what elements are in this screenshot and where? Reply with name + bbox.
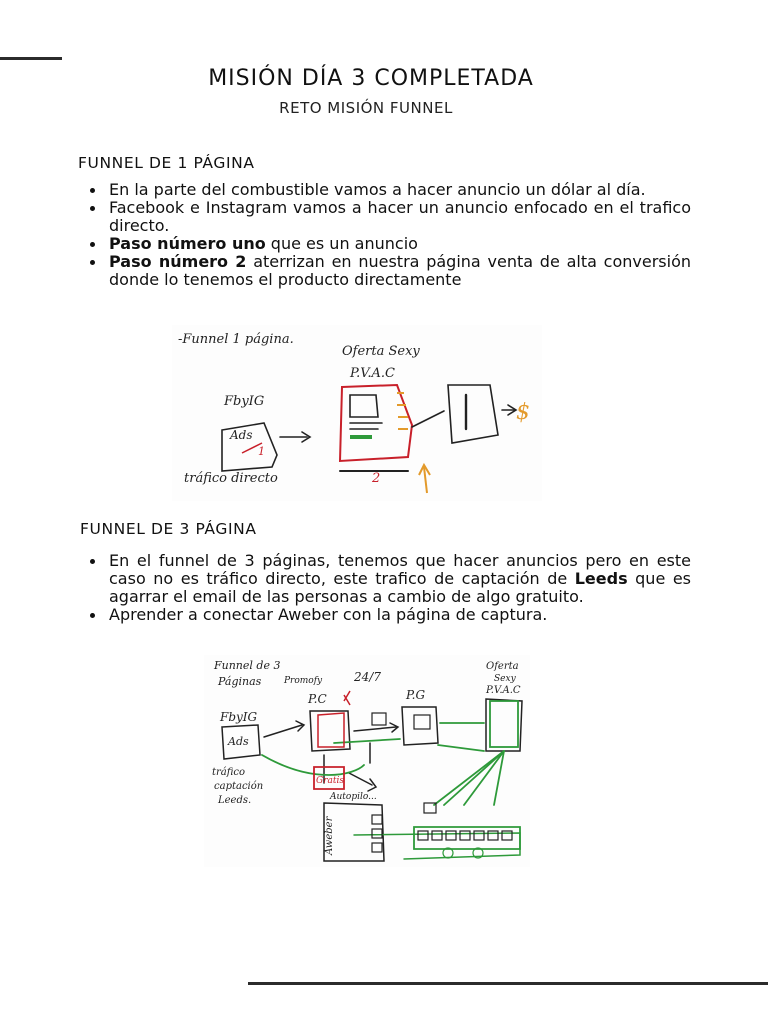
sketch-label-247: 24/7: [354, 670, 381, 684]
sketch-label-funnel: -Funnel 1 página.: [178, 332, 294, 347]
sketch-label-one: 1: [258, 445, 265, 458]
sketch-label-oferta: Oferta: [486, 661, 519, 672]
sketch-label-pg: P.G: [406, 688, 426, 702]
sketch-label-ads: Ads: [228, 735, 249, 748]
section-2-bullet-list: [0, 552, 691, 624]
sketch-label-two: 2: [372, 471, 381, 486]
list-item: Aprender a conectar Aweber con la página de captura.: [0, 606, 691, 624]
sketch-label-fbig: FbyIG: [224, 394, 265, 409]
sketch-label-pvac: P.V.A.C: [350, 366, 395, 381]
sketch-label-autopilot: Autopilo...: [330, 792, 377, 802]
sketch-label-trafico: tráfico directo: [184, 471, 278, 486]
sketch-label-dollar: $: [516, 400, 530, 425]
page-subtitle: RETO MISIÓN FUNNEL: [279, 99, 453, 117]
section-heading-funnel-1: FUNNEL DE 1 PÁGINA: [78, 154, 255, 172]
sketch-label-ads: Ads: [230, 428, 253, 442]
sketch-label-oferta: Oferta Sexy: [342, 344, 420, 359]
list-item: En la parte del combustible vamos a hacer anuncio un dólar al día.: [0, 181, 691, 199]
sketch-label-aweber: Aweber: [324, 816, 335, 855]
funnel-3-page-sketch: [204, 655, 530, 867]
sketch-label-promofy: Promofy: [284, 676, 323, 686]
sketch-label-gratis: Gratis: [316, 776, 344, 786]
bottom-rule: [248, 982, 768, 985]
list-item: Paso número 2 aterrizan en nuestra página venta de alta conversión donde lo tenemos el producto directamente: [0, 253, 691, 289]
sketch-label-captacion: captación: [214, 781, 264, 792]
sketch-label-fbig: FbyIG: [220, 710, 258, 724]
top-rule: [0, 57, 62, 60]
page-title: MISIÓN DÍA 3 COMPLETADA: [208, 66, 534, 91]
list-item: En el funnel de 3 páginas, tenemos que hacer anuncios pero en este caso no es tráfico directo, este trafico de captación de Leeds que es agarrar el email de las personas a cambio de algo gratuito.: [0, 552, 691, 606]
sketch-label-trafico: tráfico: [212, 767, 246, 778]
section-heading-funnel-3: FUNNEL DE 3 PÁGINA: [80, 520, 257, 538]
list-item: Facebook e Instagram vamos a hacer un anuncio enfocado en el trafico directo.: [0, 199, 691, 235]
section-1-bullet-list: [0, 181, 691, 289]
list-item: Paso número uno que es un anuncio: [0, 235, 691, 253]
sketch-label-pc: P.C: [308, 692, 327, 706]
sketch-label-funnel3: Funnel de 3: [214, 659, 281, 672]
funnel-1-page-sketch: [172, 325, 542, 501]
sketch-label-sexy: Sexy: [494, 674, 516, 684]
sketch-label-paginas: Páginas: [218, 675, 262, 688]
sketch-label-leeds: Leeds.: [218, 795, 252, 806]
sketch-label-pvac: P.V.A.C: [486, 685, 521, 696]
